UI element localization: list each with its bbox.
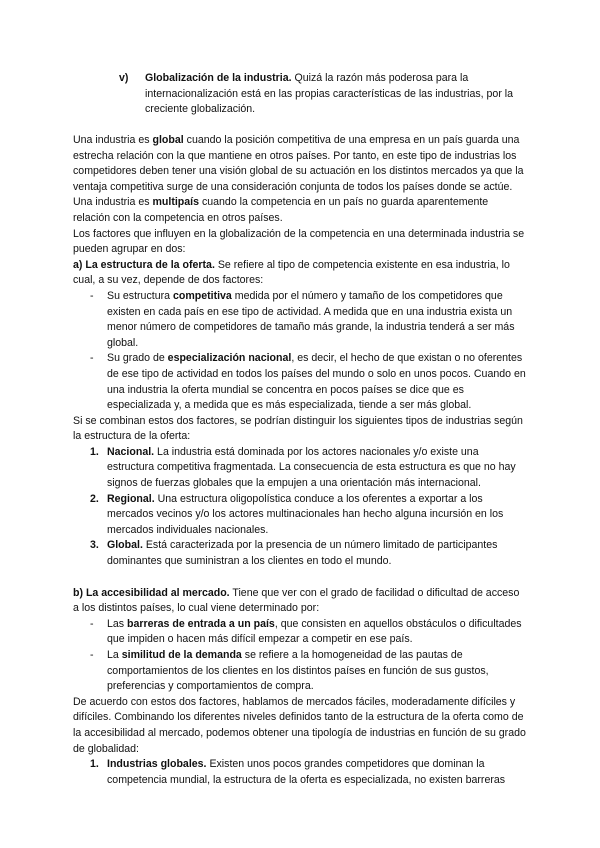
list-oferta-types [73, 445, 528, 570]
text: Está caracterizada por la presencia de un número limitado de participantes dominantes que suministran a los clientes en todo el mundo. [107, 539, 498, 568]
section-v [119, 71, 529, 118]
text: Se refiere al tipo de competencia existente en esa industria, lo cual, a su vez, depende de dos factores: [73, 258, 510, 287]
item-number: 1. [90, 445, 99, 458]
dash-bullet: - [90, 617, 94, 630]
text: Una estructura oligopolística conduce a los oferentes a exportar a los mercados vecinos y/o los actores multinacionales han hecho alguna incursión en los mercados individuales nacionales. [107, 492, 504, 536]
list-item [73, 289, 528, 351]
text: Una industria es [73, 134, 153, 146]
heading-b-title: b) La accesibilidad al mercado. [73, 586, 230, 599]
text: cuando la posición competitiva de una empresa en un país guarda una estrecha relación con la que mantiene en otros países. Por tanto, en este tipo de industrias los competidores deben tener una visión global de su actuación en los distintos mercados ya que la ventaja competitiva surge de una consideración conjunta de todos los países donde se actúe. [73, 134, 524, 193]
dash-bullet: - [90, 289, 94, 302]
section-v-body [145, 71, 529, 118]
text: La industria está dominada por los actores nacionales y/o existe una estructura competitiva fragmentada. La consecuencia de esta estructura es que no hay signos de fuerzas globales que la empujen a una orientación más internacional. [107, 445, 516, 490]
section-number: v) [119, 72, 129, 84]
list-item [73, 351, 528, 413]
item-number: 1. [90, 758, 99, 771]
list-item [73, 492, 528, 539]
text: cuando la competencia en un país no guarda aparentemente relación con la competencia en otros países. [73, 196, 489, 224]
section-title: Globalización de la industria. [145, 72, 292, 84]
spacer [73, 570, 528, 586]
list-global-types [73, 757, 528, 788]
dash-bullet: - [90, 649, 94, 661]
list-item [73, 617, 528, 648]
term: barreras de entrada a un país [127, 617, 275, 630]
list-item [73, 757, 528, 788]
text: , que consisten en aquellos obstáculos o dificultades que impiden o hacen más difícil empezar a competir en ese país. [107, 617, 522, 646]
text: se refiere a la homogeneidad de las pautas de comportamientos de los clientes en los distintos países en función de sus gustos, preferencias y comportamientos de compra. [107, 649, 489, 693]
paragraph-factores: Los factores que influyen en la globalización de la competencia en una determinada industria se pueden agrupar en dos: [73, 227, 525, 256]
term: Nacional. [107, 445, 155, 458]
term-global: global [152, 134, 184, 146]
text: , es decir, el hecho de que existan o no oferentes de ese tipo de actividad en todos los países del mundo o solo en unos pocos. Cuando en una industria la oferta mundial se concentra en pocos países se dice que es especializada y, a medida que es más especializada, tiende a ser más global. [107, 352, 526, 412]
heading-a-title: a) La estructura de la oferta. [73, 258, 215, 271]
term: Industrias globales. [107, 758, 207, 771]
list-item [73, 538, 528, 569]
term: Regional. [107, 492, 155, 505]
dash-bullet: - [90, 352, 94, 365]
paragraph-acuerdo: De acuerdo con estos dos factores, hablamos de mercados fáciles, moderadamente difíciles y difíciles. Combinando los diferentes niveles definidos tanto de la estructura de la oferta como de la accesibilidad al mercado, podemos obtener una tipología de industrias en función de su grado de globalidad: [73, 695, 526, 755]
term: Global. [107, 539, 143, 552]
item-number: 2. [90, 492, 99, 505]
paragraph-multipais [73, 195, 528, 226]
list-item [73, 445, 528, 492]
term: competitiva [172, 289, 232, 302]
text: Tiene que ver con el grado de facilidad o dificultad de acceso a los distintos países, lo cual viene determinado por: [73, 586, 520, 615]
heading-a [73, 258, 528, 289]
main-text [73, 133, 528, 788]
item-number: 3. [90, 539, 99, 552]
heading-b [73, 586, 528, 617]
text: Las [107, 617, 128, 630]
term-multipais: multipaís [152, 196, 200, 209]
list-item [73, 648, 528, 695]
paragraph-combinan: Si se combinan estos dos factores, se podrían distinguir los siguientes tipos de industrias según la estructura de la oferta: [73, 414, 523, 443]
text: medida por el número y tamaño de los competidores que existen en cada país en ese tipo de actividad. A medida que en una industria exista un menor número de competidores de tamaño más grande, la industria tenderá a ser más global. [107, 289, 515, 349]
text: La [107, 649, 122, 661]
list-a-factors [73, 289, 528, 414]
term: similitud de la demanda [121, 649, 242, 661]
paragraph-global [73, 133, 528, 195]
text: Su estructura [107, 289, 173, 302]
text: Una industria es [73, 196, 153, 209]
term: especialización nacional [167, 352, 292, 365]
list-b-factors [73, 617, 528, 695]
text: Su grado de [107, 352, 168, 365]
section-v-text: Quizá la razón más poderosa para la internacionalización está en las propias características de las industrias, por la creciente globalización. [145, 72, 514, 116]
text: Existen unos pocos grandes competidores que dominan la competencia mundial, la estructura de la oferta es especializada, no existen barreras [107, 758, 506, 786]
